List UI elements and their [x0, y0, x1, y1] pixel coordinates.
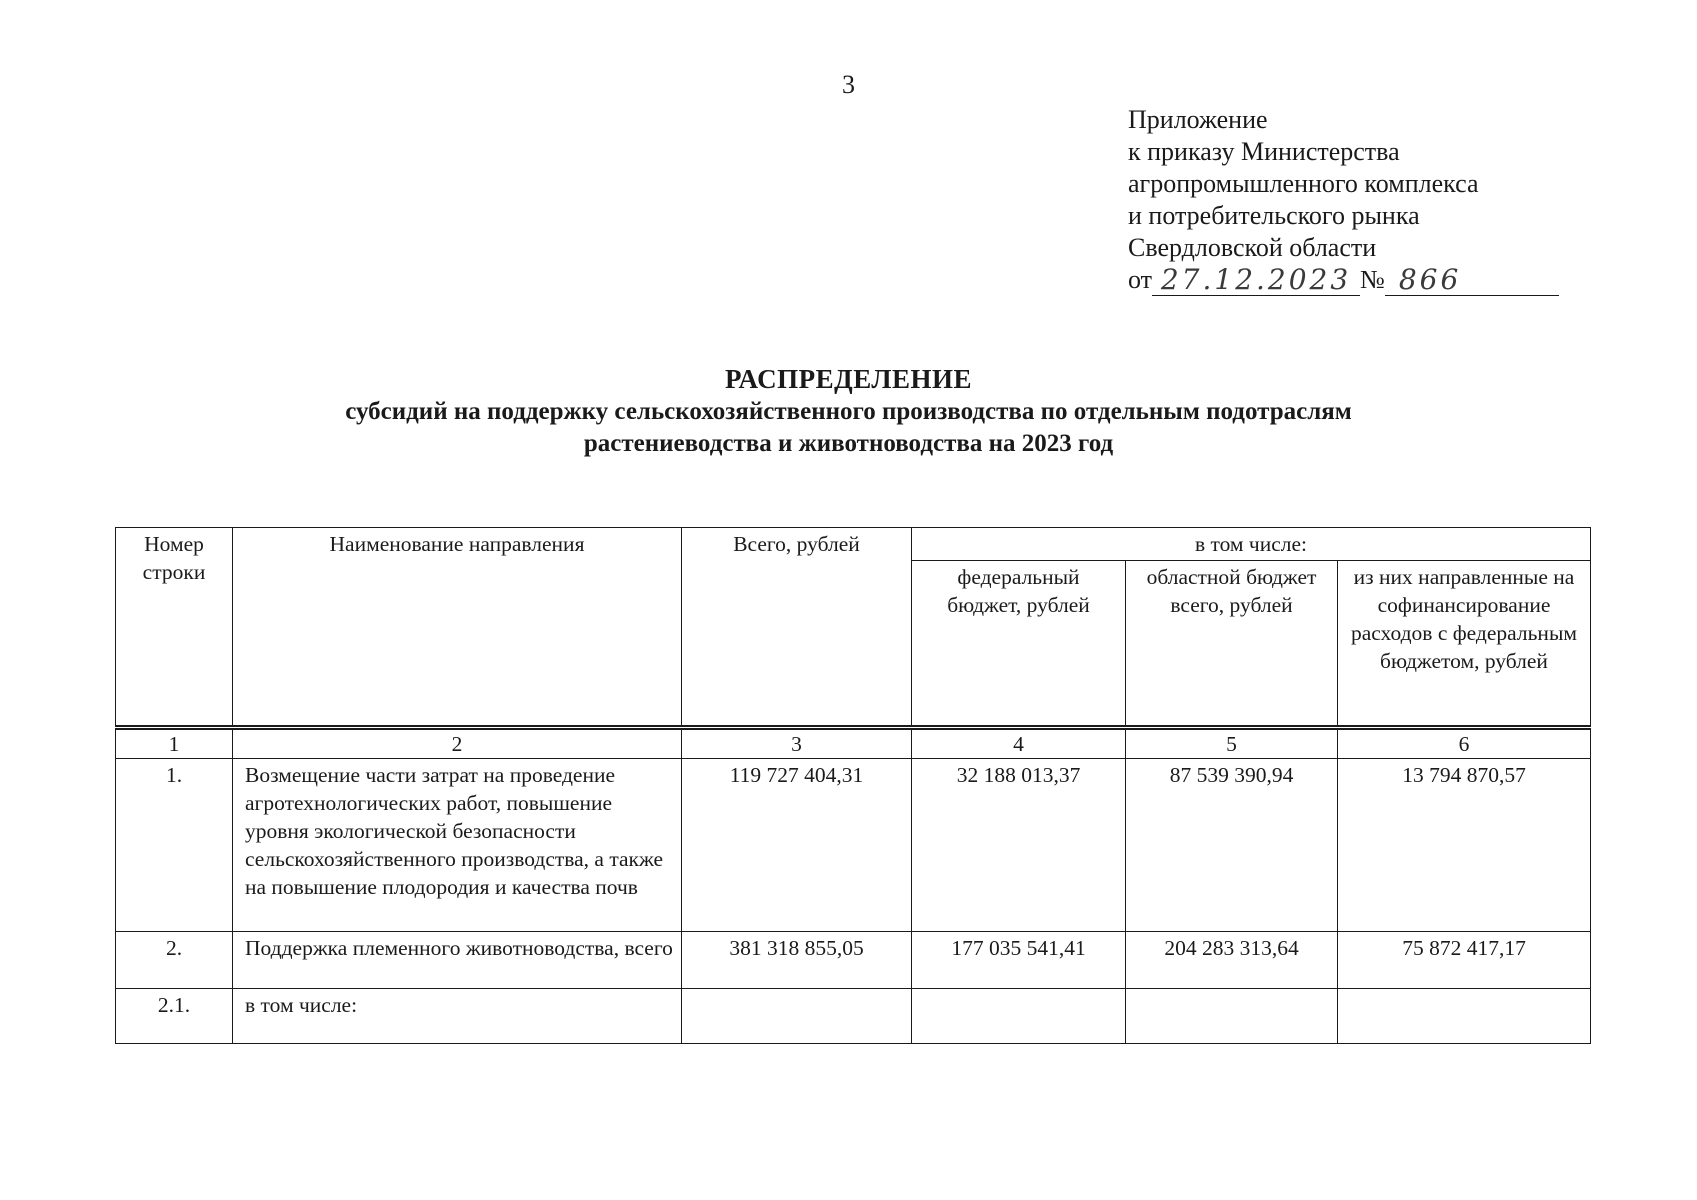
row-federal [912, 989, 1126, 1044]
table-header-row [116, 528, 1591, 561]
row-cofinancing: 75 872 417,17 [1338, 932, 1591, 989]
header-including: в том числе: [912, 528, 1591, 561]
handwritten-date: 27.12.2023 [1152, 265, 1360, 296]
row-federal: 177 035 541,41 [912, 932, 1126, 989]
row-total: 381 318 855,05 [682, 932, 912, 989]
column-number: 4 [912, 728, 1126, 759]
header-total: Всего, рублей [682, 528, 912, 728]
appendix-line: агропромышленного комплекса [1128, 169, 1479, 198]
row-regional: 87 539 390,94 [1126, 759, 1338, 932]
row-regional: 204 283 313,64 [1126, 932, 1338, 989]
column-number: 2 [233, 728, 682, 759]
title-main: РАСПРЕДЕЛЕНИЕ [724, 364, 973, 394]
column-number: 6 [1338, 728, 1591, 759]
column-numbers-row [116, 728, 1591, 759]
header-row-number: Номер строки [116, 528, 233, 728]
column-number: 3 [682, 728, 912, 759]
number-prefix: № [1360, 265, 1385, 294]
page-number: 3 [842, 70, 855, 99]
document-title [0, 362, 1697, 460]
handwritten-number: 866 [1385, 265, 1559, 296]
table-row [116, 989, 1591, 1044]
header-federal: федеральный бюджет, рублей [912, 561, 1126, 728]
row-name: Возмещение части затрат на проведение агротехнологических работ, повышение уровня экологической безопасности сельскохозяйственного производства, а также на повышение плодородия и качества почв [233, 759, 682, 932]
row-cofinancing: 13 794 870,57 [1338, 759, 1591, 932]
appendix-line: к приказу Министерства [1128, 137, 1400, 166]
title-line: растениеводства и животноводства на 2023 год [583, 430, 1114, 457]
row-regional [1126, 989, 1338, 1044]
title-line: субсидий на поддержку сельскохозяйственного производства по отдельным подотраслям [345, 398, 1352, 425]
appendix-block [1128, 104, 1559, 296]
distribution-table [115, 527, 1591, 1044]
column-number: 1 [116, 728, 233, 759]
row-number: 2. [116, 932, 233, 989]
order-date-number [1128, 264, 1559, 296]
appendix-line: Приложение [1128, 105, 1268, 134]
table-row [116, 932, 1591, 989]
header-cofinancing: из них направленные на софинансирование расходов с федеральным бюджетом, рублей [1338, 561, 1591, 728]
header-regional: областной бюджет всего, рублей [1126, 561, 1338, 728]
table-row [116, 759, 1591, 932]
date-prefix: от [1128, 265, 1153, 294]
row-total [682, 989, 912, 1044]
row-number: 2.1. [116, 989, 233, 1044]
column-number: 5 [1126, 728, 1338, 759]
row-name: Поддержка племенного животноводства, всего [233, 932, 682, 989]
header-direction-name: Наименование направления [233, 528, 682, 728]
row-total: 119 727 404,31 [682, 759, 912, 932]
appendix-line: Свердловской области [1128, 233, 1377, 262]
row-cofinancing [1338, 989, 1591, 1044]
appendix-line: и потребительского рынка [1128, 201, 1420, 230]
row-federal: 32 188 013,37 [912, 759, 1126, 932]
row-name: в том числе: [233, 989, 682, 1044]
row-number: 1. [116, 759, 233, 932]
